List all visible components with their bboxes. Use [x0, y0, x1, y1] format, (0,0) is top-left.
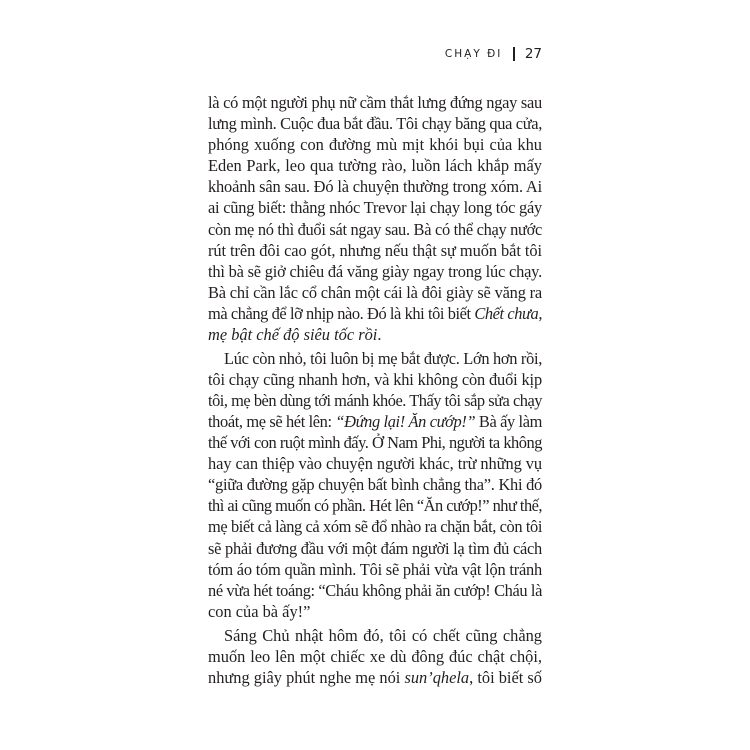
text-line: thoát, mẹ sẽ hét lên: “Đứng lại! Ăn cướp!” Bà ấy làm [208, 412, 543, 431]
text-line: mẹ bật chế độ siêu tốc rồi. [208, 325, 382, 345]
text-line: hay can thiệp vào chuyện người khác, trừ những vụ [208, 454, 542, 474]
header-divider [513, 47, 515, 61]
italic-phrase: mẹ bật chế độ siêu tốc rồi [208, 325, 378, 345]
body-text [208, 92, 542, 688]
text-line: khoảnh sân sau. Đó là chuyện thường trong xóm. Ai [208, 177, 542, 197]
text-line: thì bà sẽ giở chiêu đá văng giày ngay trong lúc chạy. [208, 261, 542, 281]
chapter-title: CHẠY ĐI [444, 48, 503, 60]
text-line: tóm áo tóm quần mình. Tôi sẽ phải vừa vật lộn tránh [208, 559, 543, 579]
text-line: tôi chạy cũng nhanh hơn, và khi không còn đuổi kịp [208, 369, 542, 389]
text-line: rút trên đôi cao gót, nhưng nếu thật sự muốn bắt tôi [208, 240, 542, 260]
italic-word: sun’qhela [404, 667, 470, 687]
text-line: mẹ biết cả làng cả xóm sẽ đổ nhào ra chặn bắt, còn tôi [208, 517, 542, 537]
text-line: Eden Park, leo qua tường rào, luồn lách khắp mấy [208, 156, 542, 176]
text-line: “giữa đường gặp chuyện bất bình chẳng tha”. Khi đó [208, 475, 542, 495]
text-line: ai cũng biết: thằng nhóc Trevor lại chạy long tóc gáy [208, 198, 542, 218]
running-head [445, 44, 542, 64]
text-line: Bà chỉ cần lắc cổ chân một cái là đôi giày sẽ văng ra [208, 282, 542, 302]
text-line: con của bà ấy!” [208, 601, 311, 621]
text-line: sẽ phải đương đầu với một đám người lạ tìm đủ cách [208, 538, 542, 558]
paragraph-start-line: Lúc còn nhỏ, tôi luôn bị mẹ bắt được. Lớn hơn rồi, [224, 348, 542, 368]
text-line: muốn leo lên một chiếc xe dù đông đúc chật chội, [208, 646, 542, 666]
text-line: thì ai cũng muốn có phần. Hét lên “Ăn cướp!” như thế, [208, 496, 542, 516]
paragraph-start-line: Sáng Chủ nhật hôm đó, tôi có chết cũng chẳng [224, 625, 542, 645]
italic-quote: “Đứng lại! Ăn cướp!” [335, 412, 476, 431]
text-line: nhưng giây phút nghe mẹ nói sun’qhela, tôi biết số [208, 667, 542, 687]
text-line: là có một người phụ nữ cầm thắt lưng đứng ngay sau [208, 93, 542, 112]
italic-phrase: Chết chưa, [474, 303, 543, 323]
text-line: mà chẳng để lỡ nhịp nào. Đó là khi tôi biết Chết chưa, [208, 303, 543, 323]
text-line: lưng mình. Cuộc đua bắt đầu. Tôi chạy băng qua cửa, [208, 114, 542, 134]
text-line: né vừa hét toáng: “Cháu không phải ăn cướp! Cháu là [208, 580, 542, 600]
text-line: còn mẹ nó thì đuổi sát ngay sau. Bà có thể chạy nước [208, 219, 542, 239]
text-line: thế với con ruột mình đấy. Ở Nam Phi, người ta không [208, 433, 542, 453]
page-number: 27 [524, 46, 542, 62]
text-line: phóng xuống con đường mù mịt khói bụi của khu [208, 135, 542, 155]
text-line: tôi, mẹ bèn dùng tới mánh khóe. Thấy tôi sắp sửa chạy [208, 390, 542, 410]
